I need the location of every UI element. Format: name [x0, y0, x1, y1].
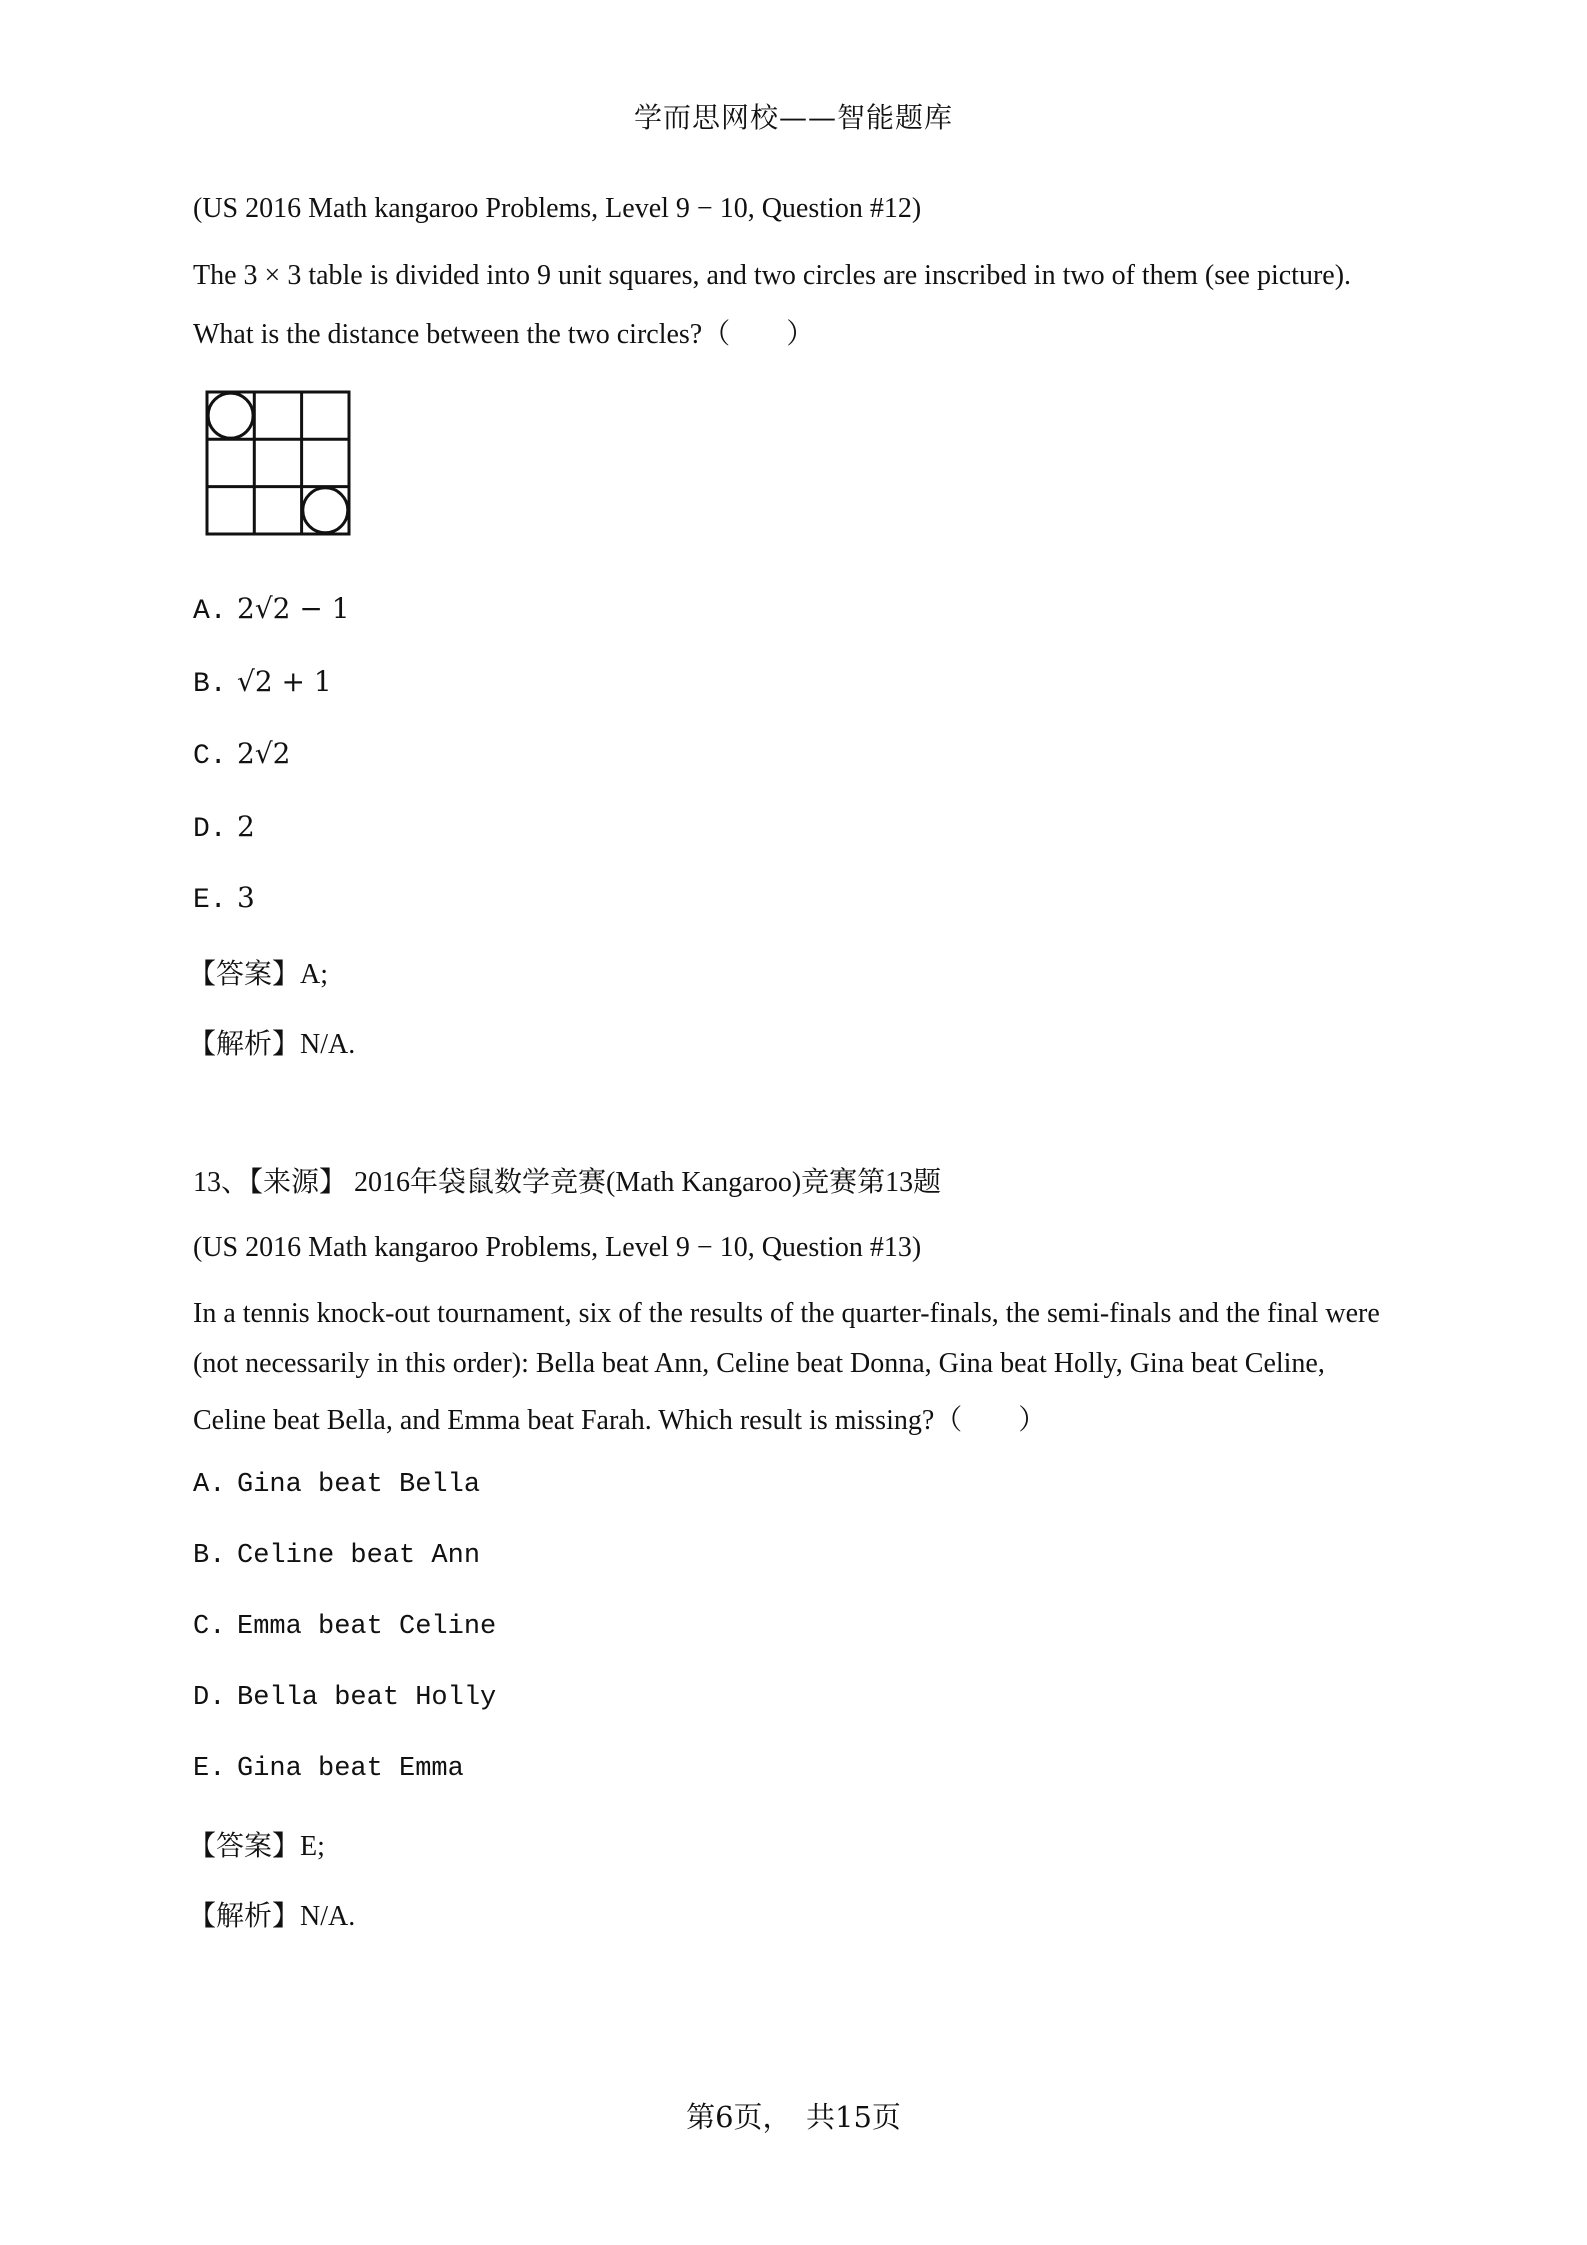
q13-source: (US 2016 Math kangaroo Problems, Level 9 − 10, Question #13): [193, 1232, 922, 1263]
option-text: √2 + 1: [237, 665, 332, 698]
q13-option-b: [193, 1541, 480, 1571]
option-text: 2: [237, 810, 255, 843]
q12-answer: 【答案】A;: [188, 959, 329, 990]
option-letter: A.: [193, 1470, 226, 1500]
option-letter: D.: [193, 814, 227, 845]
grid-circles-figure: [205, 390, 351, 536]
option-letter: A.: [193, 596, 227, 627]
q12-option-e: [193, 881, 255, 916]
bottom-right-circle: [303, 488, 348, 533]
q13-option-a: [193, 1470, 480, 1500]
option-letter: C.: [193, 1612, 226, 1642]
q13-answer: 【答案】E;: [188, 1831, 325, 1862]
option-text: Gina beat Bella: [237, 1470, 481, 1500]
option-text: Celine beat Ann: [237, 1541, 481, 1571]
option-letter: C.: [193, 741, 227, 772]
option-text: 3: [237, 881, 255, 914]
option-letter: B.: [193, 1541, 226, 1571]
option-letter: D.: [193, 1683, 226, 1713]
q12-option-a: [193, 592, 350, 627]
option-letter: E.: [193, 885, 227, 916]
q12-stem-line1: The 3 × 3 table is divided into 9 unit squares, and two circles are inscribed in two of them (see picture).: [193, 260, 1352, 291]
q12-option-c: [193, 737, 290, 772]
q13-stem-line2: (not necessarily in this order): Bella beat Ann, Celine beat Donna, Gina beat Holly, Gina beat Celine,: [193, 1348, 1325, 1379]
option-text: Gina beat Emma: [237, 1754, 464, 1784]
q13-stem-line3: Celine beat Bella, and Emma beat Farah. Which result is missing?（ ）: [193, 1405, 1047, 1436]
q12-option-b: [193, 665, 332, 700]
q13-heading: 13、【来源】 2016年袋鼠数学竞赛(Math Kangaroo)竞赛第13题: [193, 1167, 942, 1198]
page-header-title: 学而思网校——智能题库: [633, 101, 953, 134]
q13-option-c: [193, 1612, 496, 1642]
q12-stem-line2: What is the distance between the two circles?（ ）: [193, 319, 815, 350]
grid-border: [207, 392, 349, 534]
option-letter: B.: [193, 669, 227, 700]
q12-analysis: 【解析】N/A.: [188, 1029, 356, 1060]
q13-stem-line1: In a tennis knock-out tournament, six of the results of the quarter-finals, the semi-finals and the final were: [193, 1298, 1380, 1329]
option-text: Bella beat Holly: [237, 1683, 497, 1713]
option-text: 2√2 − 1: [237, 592, 350, 625]
top-left-circle: [208, 393, 253, 438]
option-letter: E.: [193, 1754, 226, 1784]
option-text: 2√2: [237, 737, 291, 770]
q13-option-e: [193, 1754, 464, 1784]
page-number: 第6页， 共15页: [686, 2100, 901, 2134]
q13-analysis: 【解析】N/A.: [188, 1901, 356, 1932]
q12-source: (US 2016 Math kangaroo Problems, Level 9 − 10, Question #12): [193, 193, 922, 224]
q12-option-d: [193, 810, 255, 845]
option-text: Emma beat Celine: [237, 1612, 497, 1642]
q13-option-d: [193, 1683, 496, 1713]
